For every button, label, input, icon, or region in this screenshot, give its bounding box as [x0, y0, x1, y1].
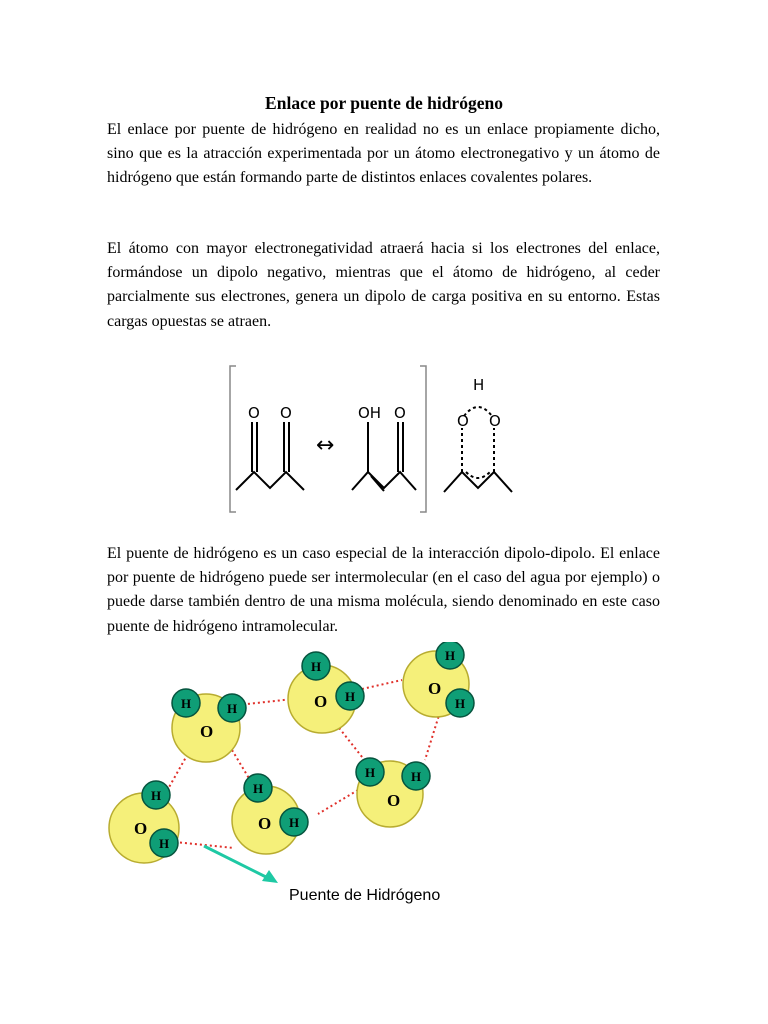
hydrogen-label: H — [181, 696, 192, 711]
atom-o-2: O — [280, 404, 292, 422]
atom-o-4: O — [457, 412, 469, 430]
chelate-structure — [444, 407, 512, 492]
hydrogen-label: H — [411, 769, 422, 784]
diketone-structure — [236, 422, 304, 490]
hydrogen-label: H — [311, 659, 322, 674]
enol-structure — [352, 422, 416, 491]
water-molecule-3 — [403, 642, 474, 717]
water-hydrogen-bond-figure — [100, 642, 500, 912]
resonance-arrow: ↔ — [316, 433, 335, 458]
oxygen-label: O — [314, 692, 328, 711]
atom-oh: OH — [358, 404, 382, 422]
left-bracket — [230, 366, 236, 512]
water-molecule-4 — [356, 758, 430, 827]
water-molecule-5 — [232, 774, 308, 854]
paragraph-intermolecular: El puente de hidrógeno es un caso especial de la interacción dipolo-dipolo. El enlace por puente de hidrógeno puede ser intermolecular (en el caso del agua por ejemplo) o puede darse también dentro de una misma molécula, siendo denominado en este caso puente de hidrógeno intramolecular. — [107, 545, 660, 635]
document-title: Enlace por puente de hidrógeno — [265, 93, 503, 113]
caption-label: Puente de Hidrógeno — [289, 887, 441, 904]
hydrogen-label: H — [445, 648, 456, 663]
resonance-structure-figure — [226, 360, 536, 520]
atom-o-1: O — [248, 404, 260, 422]
water-molecule-1 — [172, 689, 246, 762]
atom-o-5: O — [489, 412, 501, 430]
oxygen-label: O — [200, 722, 214, 741]
water-molecule-6 — [109, 781, 179, 863]
oxygen-label: O — [134, 819, 148, 838]
hydrogen-label: H — [365, 765, 376, 780]
paragraph-definition: El enlace por puente de hidrógeno en realidad no es un enlace propiamente dicho, sino que es la atracción experimentada por un átomo electronegativo y un átomo de hidrógeno que están formando parte de distintos enlaces covalentes polares. — [107, 121, 660, 187]
hydrogen-label: H — [289, 815, 300, 830]
hydrogen-label: H — [159, 836, 170, 851]
hydrogen-label: H — [345, 689, 356, 704]
hydrogen-label: H — [227, 701, 238, 716]
right-bracket — [420, 366, 426, 512]
oxygen-label: O — [258, 814, 272, 833]
oxygen-label: O — [428, 679, 442, 698]
oxygen-label: O — [387, 791, 401, 810]
hydrogen-label: H — [253, 781, 264, 796]
hydrogen-label: H — [455, 696, 466, 711]
paragraph-dipole: El átomo con mayor electronegatividad atraerá hacia si los electrones del enlace, formándose un dipolo negativo, mientras que el átomo de hidrógeno, al ceder parcialmente sus electrones, genera un dipolo de carga positiva en su entorno. Estas cargas opuestas se atraen. — [107, 240, 660, 330]
atom-o-3: O — [394, 404, 406, 422]
atom-h-bridge: H — [473, 376, 485, 394]
water-molecule-2 — [288, 652, 364, 733]
hydrogen-label: H — [151, 788, 162, 803]
